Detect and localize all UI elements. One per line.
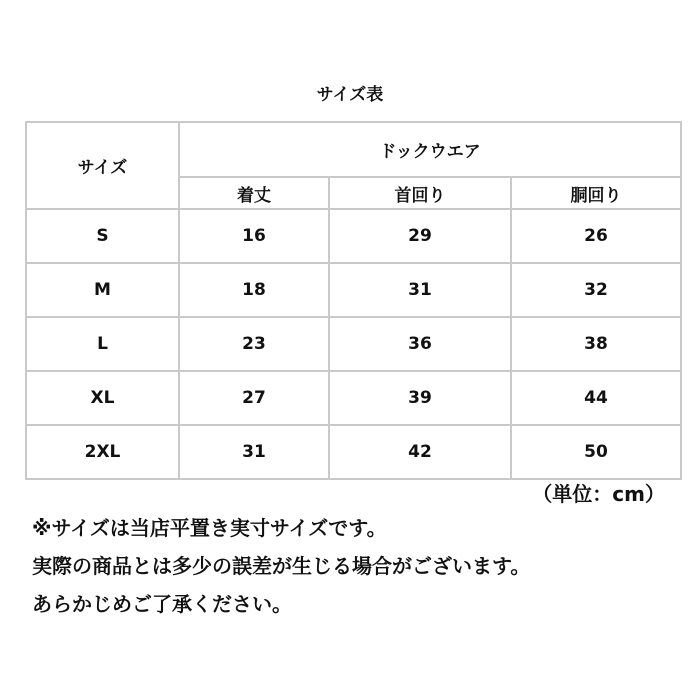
- value-cell: 26: [511, 209, 681, 263]
- note-line: あらかじめご了承ください。: [32, 592, 292, 616]
- table-row: [26, 317, 681, 371]
- value-cell: 38: [511, 317, 681, 371]
- value-cell: 39: [329, 371, 511, 425]
- unit-label: （単位：cm）: [532, 482, 665, 506]
- table-row: [26, 371, 681, 425]
- size-cell: XL: [26, 371, 179, 425]
- column-header-length: 着丈: [179, 177, 329, 209]
- size-cell: 2XL: [26, 425, 179, 479]
- size-cell: M: [26, 263, 179, 317]
- value-cell: 50: [511, 425, 681, 479]
- value-cell: 32: [511, 263, 681, 317]
- page-title: サイズ表: [316, 85, 384, 105]
- value-cell: 27: [179, 371, 329, 425]
- value-cell: 23: [179, 317, 329, 371]
- table-row: [26, 425, 681, 479]
- table-row: [26, 263, 681, 317]
- size-cell: L: [26, 317, 179, 371]
- value-cell: 18: [179, 263, 329, 317]
- notes: [32, 509, 682, 623]
- size-cell: S: [26, 209, 179, 263]
- value-cell: 36: [329, 317, 511, 371]
- note-line: 実際の商品とは多少の誤差が生じる場合がございます。: [32, 554, 531, 578]
- group-header: ドックウエア: [179, 122, 681, 177]
- column-header-chest: 胴回り: [511, 177, 681, 209]
- value-cell: 31: [329, 263, 511, 317]
- value-cell: 42: [329, 425, 511, 479]
- table-header-row: [26, 122, 681, 177]
- value-cell: 16: [179, 209, 329, 263]
- size-table: [25, 121, 682, 480]
- table-row: [26, 209, 681, 263]
- value-cell: 29: [329, 209, 511, 263]
- value-cell: 44: [511, 371, 681, 425]
- size-column-header: サイズ: [26, 122, 179, 209]
- column-header-neck: 首回り: [329, 177, 511, 209]
- note-line: ※サイズは当店平置き実寸サイズです。: [32, 516, 387, 540]
- value-cell: 31: [179, 425, 329, 479]
